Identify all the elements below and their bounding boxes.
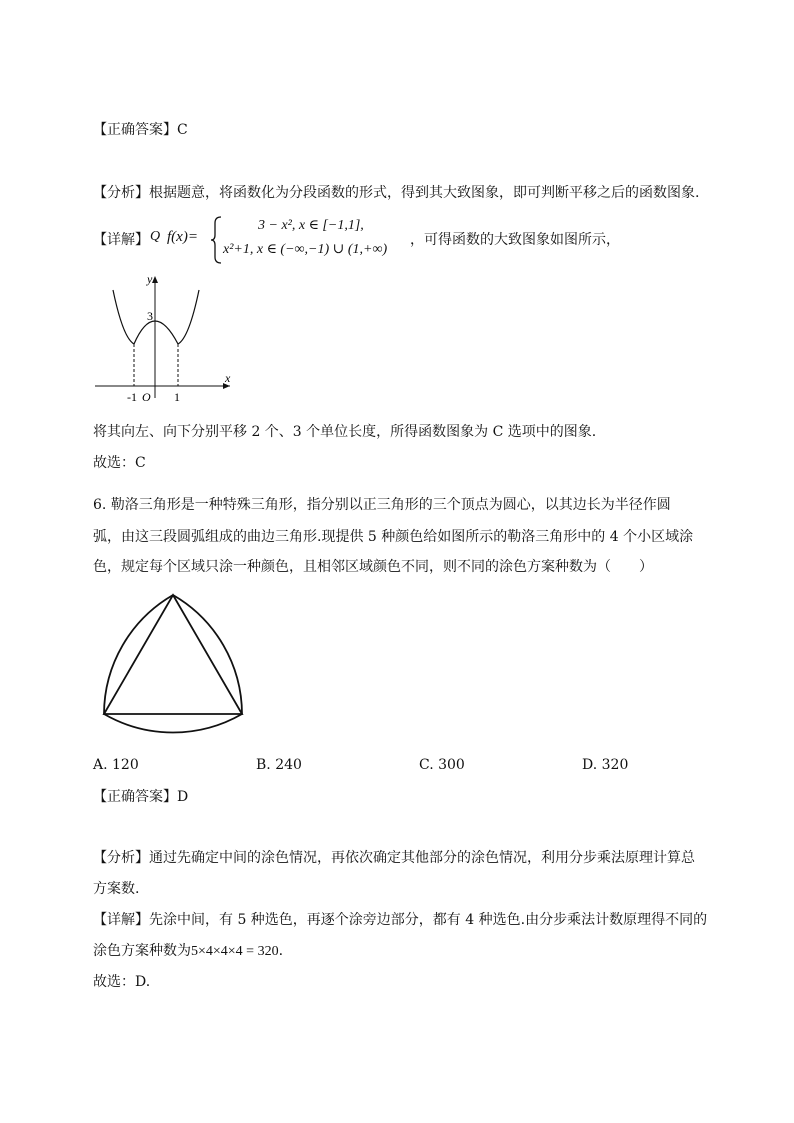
question-6-line-3: 色，规定每个区域只涂一种颜色，且相邻区域颜色不同，则不同的涂色方案种数为（ ）: [93, 559, 653, 575]
detail-text: 涂色方案种数为: [93, 943, 191, 959]
reuleaux-outline: [104, 595, 242, 732]
choice-a: A. 120: [93, 757, 139, 773]
detail-tag: 【详解】: [93, 912, 149, 928]
reuleaux-triangle-figure: [93, 590, 253, 740]
analysis-tag: 【分析】: [93, 850, 149, 866]
y-axis-arrow-icon: [152, 276, 158, 283]
label-three: 3: [147, 309, 153, 323]
answer-line-2: 【正确答案】D: [93, 789, 189, 805]
x-axis-label: x: [225, 371, 231, 385]
left-parabola-branch: [113, 290, 134, 344]
piece-one: 3 − x², x ∈ [−1,1],: [258, 218, 364, 233]
analysis-text: 根据题意，将函数化为分段函数的形式，得到其大致图象，即可判断平移之后的函数图象.: [149, 185, 700, 201]
analysis-line-2: [93, 848, 695, 868]
analysis-text: 通过先确定中间的涂色情况，再依次确定其他部分的涂色情况，利用分步乘法原理计算总: [149, 850, 695, 866]
detail-line-1: [93, 213, 713, 265]
y-axis-label: y: [147, 272, 153, 286]
function-graph: [90, 268, 240, 408]
piece-two: x²+1, x ∈ (−∞,−1) ∪ (1,+∞): [223, 242, 388, 257]
label-one: 1: [174, 390, 180, 404]
detail-line-2b: [93, 941, 283, 962]
detail-end: .: [278, 943, 284, 959]
choose-line-2: 故选：D.: [93, 974, 151, 990]
function-name: f(x)=: [167, 229, 198, 245]
detail-text: 先涂中间，有 5 种选色，再逐个涂旁边部分，都有 4 种选色.由分步乘法计数原理得不同的: [149, 912, 708, 928]
label-neg-one: -1: [127, 390, 137, 404]
inner-triangle: [104, 595, 242, 714]
detail-line-2: [93, 910, 707, 930]
choice-b: B. 240: [256, 757, 302, 773]
detail-suffix: ，可得函数的大致图象如图所示，: [410, 232, 620, 248]
question-6-line-2: 弧，由这三段圆弧组成的曲边三角形.现提供 5 种颜色给如图所示的勒洛三角形中的 4 个小区域涂: [93, 529, 694, 545]
middle-parabola: [134, 321, 178, 344]
choice-c: C. 300: [419, 757, 465, 773]
analysis-line-1: [93, 183, 699, 203]
label-origin: O: [142, 390, 151, 404]
product-formula: 5×4×4×4 = 320: [191, 944, 279, 959]
choose-line-1: 故选：C: [93, 455, 146, 471]
because-symbol: Q: [150, 229, 161, 244]
analysis-tag: 【分析】: [93, 185, 149, 201]
shift-line: 将其向左、向下分别平移 2 个、3 个单位长度，所得函数图象为 C 选项中的图象.: [93, 424, 597, 440]
analysis-line-2b: 方案数.: [93, 881, 140, 897]
choice-d: D. 320: [582, 757, 629, 773]
answer-line-1: 【正确答案】C: [93, 122, 188, 138]
detail-tag: 【详解】: [93, 232, 149, 248]
right-parabola-branch: [178, 290, 199, 344]
question-6-line-1: 6. 勒洛三角形是一种特殊三角形，指分别以正三角形的三个顶点为圆心，以其边长为半径作圆: [93, 497, 671, 513]
